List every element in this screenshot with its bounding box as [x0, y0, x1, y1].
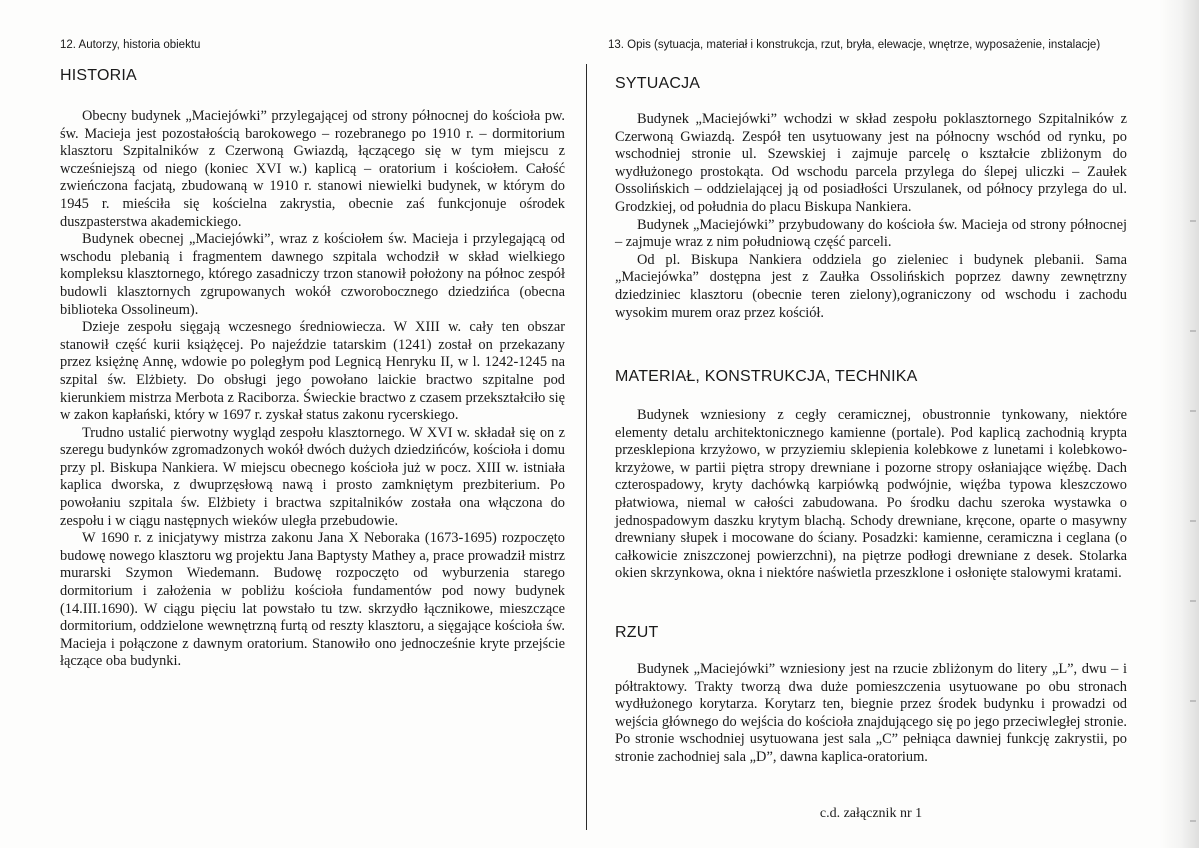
paragraph: Budynek „Maciejówki” przybudowany do kościoła św. Macieja od strony północnej – zajmuje wraz z nim południową część parceli.: [615, 216, 1127, 251]
column-divider: [586, 64, 587, 830]
section-heading-rzut: RZUT: [615, 624, 659, 641]
field-label-description: 13. Opis (sytuacja, materiał i konstrukcja, rzut, bryła, elewacje, wnętrze, wyposażenie, instalacje): [608, 39, 1101, 51]
section-heading-historia: HISTORIA: [60, 67, 137, 84]
sytuacja-text: [615, 111, 1127, 322]
paragraph: Budynek obecnej „Maciejówki”, wraz z kościołem św. Macieja i przylegającą od wschodu plebanią i fragmentem dawnego szpitala wchodził w skład wielkiego kompleksu klasztornego, którego zasadniczy trzon stanowił położony na północ zespół budowli klasztornych zgrupowanych wokół czworobocznego dziedzińca (obecna biblioteka Ossolineum).: [60, 231, 565, 318]
historia-text: [60, 108, 565, 671]
paragraph: Od pl. Biskupa Nankiera oddziela go zieleniec i budynek plebanii. Sama „Maciejówka” dostępna jest z Zaułka Ossolińskich poprzez dawny zewnętrzny dziedziniec klasztoru (obecnie teren zielony),ograniczony od wschodu i zachodu wysokim murem oraz przez kościół.: [615, 251, 1127, 321]
paragraph: Obecny budynek „Maciejówki” przylegającej od strony północnej do kościoła pw. św. Macieja jest pozostałością barokowego – rozebranego po 1910 r. – dormitorium klasztoru Szpitalników z Czerwoną Gwiazdą, łączącego się w tym miejscu z wcześniejszą od niego (koniec XVI w.) kaplicą – oratorium i kościołem. Całość zwieńczona facjatą, zbudowaną w 1910 r. stanowi niewielki budynek, w którym do 1945 r. mieściła się kościelna zakrystia, obecnie zaś funkcjonuje ośrodek duszpasterstwa akademickiego.: [60, 108, 565, 230]
section-heading-sytuacja: SYTUACJA: [615, 75, 701, 92]
section-heading-material: MATERIAŁ, KONSTRUKCJA, TECHNIKA: [615, 368, 918, 385]
paragraph: W 1690 r. z inicjatywy mistrza zakonu Jana X Neboraka (1673-1695) rozpoczęto budowę nowego klasztoru wg projektu Jana Baptysty Mathey a, prace prowadził mistrz murarski Szymon Wiedemann. Budowę rozpoczęto od wyburzenia starego dormitorium i założenia w pobliżu kościoła fundamentów pod nowy budynek (14.III.1690). W ciągu pięciu lat powstało tu tzw. skrzydło łącznikowe, mieszczące dormitorium, oddzielone wewnętrzną furtą od reszty klasztoru, a sięgające kościoła św. Macieja i połączone z dawnym oratorium. Stanowiło ono jednocześnie kryte przejście łączące oba budynki.: [60, 530, 565, 670]
footer-note: c.d. załącznik nr 1: [819, 806, 923, 821]
paragraph: Budynek „Maciejówki” wzniesiony jest na rzucie zbliżonym do litery „L”, dwu – i półtraktowy. Trakty tworzą dwa duże pomieszczenia usytuowane po obu stronach wydłużonego korytarza. Korytarz ten, biegnie przez środek budynku i prowadzi od wejścia głównego do wejścia do kościoła znajdującego się po jego przeciwległej stronie. Po stronie wschodniej usytuowana jest sala „C” pełniąca dawniej funkcję zakrystii, po stronie zachodniej sala „D”, dawna kaplica-oratorium.: [615, 661, 1127, 765]
paragraph: Trudno ustalić pierwotny wygląd zespołu klasztornego. W XVI w. składał się on z szeregu budynków zgromadzonych wokół dwóch dużych dziedzińców, kościoła i domu przy pl. Biskupa Nankiera. W miejscu obecnego kościoła już w pocz. XIII w. istniała kaplica dworska, z dwuprzęsłową nawą i prosto zamkniętym prezbiterium. Po powołaniu szpitala św. Elżbiety i bractwa szpitalników została ona włączona do zespołu i w ciągu następnych wieków uległa przebudowie.: [60, 424, 565, 529]
rzut-text: [615, 661, 1127, 767]
paragraph: Budynek wzniesiony z cegły ceramicznej, obustronnie tynkowany, niektóre elementy detalu architektonicznego kamienne (portale). Pod kaplicą zachodnią krypta przesklepiona krzyżowo, w przyziemiu sklepienia kolebkowe z lunetami i kolebkowo-krzyżowe, w partii piętra stropy drewniane i pozorne stropy osłaniające więźbę. Dach czterospadowy, kryty dachówką karpiówką podwójnie, więźba typowa kleszczowo płatwiowa, niemal w całości zabudowana. Po środku dachu szeroka wystawka o jednospadowym daszku krytym blachą. Schody drewniane, kręcone, oparte o masywny drewniany słupek i mocowane do ściany. Posadzki: kamienne, ceramiczna i ceglana (o całkowicie zniszczonej powierzchni), na piętrze podłogi drewniane z desek. Stolarka okien skrzynkowa, okna i niektóre naświetla przeszklone i osłonięte stalowymi kratami.: [615, 407, 1127, 582]
paragraph: Budynek „Maciejówki” wchodzi w skład zespołu poklasztornego Szpitalników z Czerwoną Gwiazdą. Zespół ten usytuowany jest na północny wschód od rynku, po wschodniej stronie ul. Szewskiej i zajmuje parcelę o kształcie zbliżonym do wydłużonego prostokąta. Od wschodu parcela przylega do ślepej uliczki – Zaułek Ossolińskich – oddzielającej ją od posiadłości Urszulanek, od północy przylega do ul. Grodzkiej, od południa do placu Biskupa Nankiera.: [615, 111, 1127, 215]
page-edge-marks: [1188, 0, 1196, 848]
field-label-authors-history: 12. Autorzy, historia obiektu: [60, 39, 201, 51]
paragraph: Dzieje zespołu sięgają wczesnego średniowiecza. W XIII w. cały ten obszar stanowił część kurii książęcej. Po najeździe tatarskim (1241) został on przekazany przez księżnę Annę, wdowie po poległym pod Legnicą Henryku II, w l. 1242-1245 na szpital św. Elżbiety. Do obsługi jego powołano laickie bractwo szpitalne pod kierunkiem mistrza Merbota z Raciborza. Świeckie bractwo z czasem przekształciło się w zakon kapłański, który w 1697 r. zyskał status zakonu rycerskiego.: [60, 319, 565, 424]
material-text: [615, 407, 1127, 583]
